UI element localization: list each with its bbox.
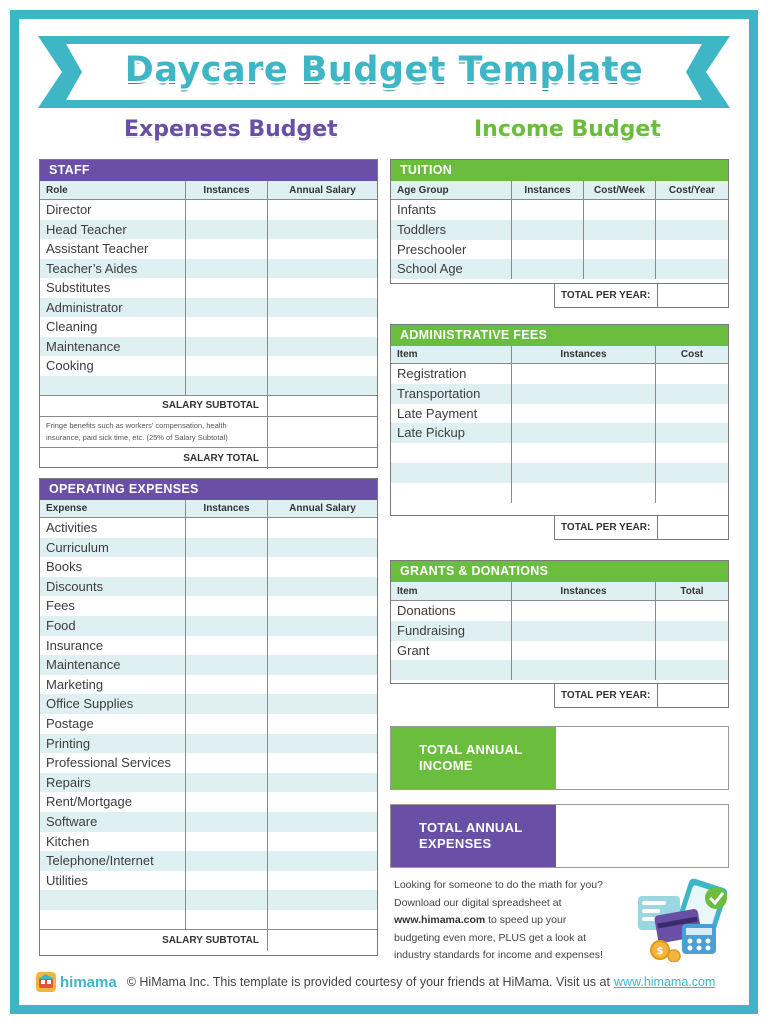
table-row: [391, 621, 728, 641]
tuition-rows: [391, 200, 728, 279]
col-cost-year: Cost/Year: [668, 185, 716, 196]
table-row: [40, 734, 377, 754]
row-label: Cooking: [40, 356, 186, 376]
expenses-label-line2: EXPENSES: [419, 836, 492, 851]
table-row: [40, 636, 377, 656]
grants-total-row: [554, 684, 729, 708]
input-cell[interactable]: [186, 636, 268, 656]
col-annual-salary: Annual Salary: [289, 185, 356, 196]
input-cell[interactable]: [186, 812, 268, 832]
grants-rows: [391, 601, 728, 680]
income-label-line2: INCOME: [419, 758, 473, 773]
promo-line4: budgeting even more, PLUS get a look at: [394, 931, 587, 944]
operating-expenses-table: [39, 478, 378, 956]
input-cell[interactable]: [512, 641, 656, 661]
input-cell[interactable]: [268, 812, 377, 832]
input-cell[interactable]: [186, 655, 268, 675]
input-cell[interactable]: [186, 694, 268, 714]
input-cell[interactable]: [656, 404, 728, 424]
col-instances: Instances: [512, 181, 584, 199]
col-age-group: Age Group: [391, 181, 512, 199]
table-row: [40, 518, 377, 538]
row-label: Software: [40, 812, 186, 832]
himama-logo-icon: [36, 972, 56, 992]
col-instances: Instances: [512, 346, 656, 363]
input-cell[interactable]: [268, 538, 377, 558]
table-row: [40, 259, 377, 279]
salary-subtotal-label: SALARY SUBTOTAL: [40, 396, 268, 416]
input-cell[interactable]: [512, 621, 656, 641]
col-annual-salary: Annual Salary: [289, 503, 356, 514]
table-row: [40, 200, 377, 220]
table-row: [391, 384, 728, 404]
table-row: [40, 538, 377, 558]
input-cell[interactable]: [186, 337, 268, 357]
input-cell[interactable]: [186, 910, 268, 930]
input-cell[interactable]: [186, 792, 268, 812]
table-row: [40, 376, 377, 396]
row-label: [40, 376, 186, 396]
table-row: [40, 557, 377, 577]
input-cell[interactable]: [656, 463, 728, 483]
total-annual-expenses-value[interactable]: [556, 805, 728, 867]
input-cell[interactable]: [268, 518, 377, 538]
grants-total-label: TOTAL PER YEAR:: [555, 684, 658, 707]
table-row: [40, 278, 377, 298]
input-cell[interactable]: [268, 557, 377, 577]
input-cell[interactable]: [186, 278, 268, 298]
input-cell[interactable]: [268, 278, 377, 298]
row-label: Infants: [391, 200, 512, 220]
footer-text: © HiMama Inc. This template is provided courtesy of your friends at HiMama. Visit us at: [126, 975, 610, 989]
table-row: [40, 773, 377, 793]
row-label: Fees: [40, 596, 186, 616]
input-cell[interactable]: [268, 890, 377, 910]
table-row: [391, 423, 728, 443]
input-cell[interactable]: [186, 538, 268, 558]
input-cell[interactable]: [186, 220, 268, 240]
col-cost: Cost: [680, 349, 704, 360]
row-label: Teacher’s Aides: [40, 259, 186, 279]
footer-link[interactable]: www.himama.com: [613, 975, 716, 989]
input-cell[interactable]: [186, 714, 268, 734]
operating-header: OPERATING EXPENSES: [40, 479, 377, 500]
table-row: [391, 220, 728, 240]
row-label: Grant: [391, 641, 512, 661]
input-cell[interactable]: [268, 317, 377, 337]
input-cell[interactable]: [656, 259, 728, 279]
operating-rows: [40, 518, 377, 929]
input-cell[interactable]: [268, 851, 377, 871]
table-row: [391, 443, 728, 463]
input-cell[interactable]: [512, 483, 656, 503]
row-label: Printing: [40, 734, 186, 754]
table-row: [40, 694, 377, 714]
input-cell[interactable]: [512, 404, 656, 424]
input-cell[interactable]: [584, 220, 656, 240]
table-row: [391, 259, 728, 279]
col-expense: Expense: [40, 500, 186, 517]
input-cell[interactable]: [512, 364, 656, 384]
table-row: [40, 596, 377, 616]
input-cell[interactable]: [656, 601, 728, 621]
salary-subtotal-row: [40, 395, 377, 416]
income-label-line1: TOTAL ANNUAL: [419, 742, 523, 757]
input-cell[interactable]: [186, 356, 268, 376]
tuition-table: [390, 159, 729, 284]
row-label: Food: [40, 616, 186, 636]
expenses-label-line1: TOTAL ANNUAL: [419, 820, 523, 835]
row-label: Maintenance: [40, 337, 186, 357]
col-instances: Instances: [512, 582, 656, 600]
admin-column-headers: [391, 346, 728, 364]
input-cell[interactable]: [268, 655, 377, 675]
operating-column-headers: [40, 500, 377, 518]
input-cell[interactable]: [656, 423, 728, 443]
table-row: [40, 577, 377, 597]
input-cell[interactable]: [186, 259, 268, 279]
input-cell[interactable]: [268, 694, 377, 714]
input-cell[interactable]: [268, 714, 377, 734]
row-label: Toddlers: [391, 220, 512, 240]
input-cell[interactable]: [186, 577, 268, 597]
table-row: [391, 601, 728, 621]
input-cell[interactable]: [268, 792, 377, 812]
input-cell[interactable]: [186, 596, 268, 616]
input-cell[interactable]: [186, 298, 268, 318]
row-label: Administrator: [40, 298, 186, 318]
himama-logo-text: himama: [60, 973, 117, 991]
table-row: [391, 641, 728, 661]
input-cell[interactable]: [512, 220, 584, 240]
table-row: [40, 616, 377, 636]
input-cell[interactable]: [268, 220, 377, 240]
row-label: Books: [40, 557, 186, 577]
admin-fees-table: [390, 324, 729, 516]
input-cell[interactable]: [268, 337, 377, 357]
input-cell[interactable]: [186, 851, 268, 871]
tuition-total-value[interactable]: [658, 284, 728, 307]
input-cell[interactable]: [268, 239, 377, 259]
input-cell[interactable]: [268, 636, 377, 656]
table-row: [40, 890, 377, 910]
total-annual-income-label: [391, 727, 556, 789]
admin-fees-header: ADMINISTRATIVE FEES: [391, 325, 728, 346]
grants-total-value[interactable]: [658, 684, 728, 707]
admin-total-value[interactable]: [658, 516, 728, 539]
row-label: [391, 463, 512, 483]
input-cell[interactable]: [268, 871, 377, 891]
row-label: Head Teacher: [40, 220, 186, 240]
table-row: [391, 483, 728, 503]
input-cell[interactable]: [512, 259, 584, 279]
input-cell[interactable]: [268, 753, 377, 773]
input-cell[interactable]: [656, 384, 728, 404]
row-label: Assistant Teacher: [40, 239, 186, 259]
col-item: Item: [391, 346, 512, 363]
promo-url[interactable]: www.himama.com: [394, 914, 486, 926]
row-label: Telephone/Internet: [40, 851, 186, 871]
input-cell[interactable]: [268, 596, 377, 616]
row-label: Discounts: [40, 577, 186, 597]
salary-subtotal-value[interactable]: [268, 396, 377, 416]
input-cell[interactable]: [186, 871, 268, 891]
row-label: School Age: [391, 259, 512, 279]
input-cell[interactable]: [268, 200, 377, 220]
table-row: [40, 792, 377, 812]
table-row: [391, 463, 728, 483]
input-cell[interactable]: [268, 832, 377, 852]
input-cell[interactable]: [656, 660, 728, 680]
table-row: [40, 239, 377, 259]
row-label: Transportation: [391, 384, 512, 404]
table-row: [40, 298, 377, 318]
table-row: [391, 404, 728, 424]
promo-line5: industry standards for income and expenses!: [394, 949, 603, 961]
table-row: [40, 812, 377, 832]
row-label: Rent/Mortgage: [40, 792, 186, 812]
input-cell[interactable]: [656, 443, 728, 463]
input-cell[interactable]: [268, 356, 377, 376]
total-annual-expenses-label: [391, 805, 556, 867]
col-total: Total: [680, 586, 704, 597]
table-row: [40, 851, 377, 871]
table-row: [40, 753, 377, 773]
promo-text: [394, 877, 630, 965]
input-cell[interactable]: [512, 443, 656, 463]
tuition-column-headers: [391, 181, 728, 200]
row-label: Registration: [391, 364, 512, 384]
input-cell[interactable]: [186, 616, 268, 636]
row-label: Fundraising: [391, 621, 512, 641]
input-cell[interactable]: [186, 239, 268, 259]
tuition-total-row: [554, 284, 729, 308]
input-cell[interactable]: [186, 317, 268, 337]
fringe-row: [40, 416, 377, 447]
promo-line3: to speed up your: [485, 914, 567, 926]
total-annual-income-value[interactable]: [556, 727, 728, 789]
input-cell[interactable]: [656, 621, 728, 641]
admin-rows: [391, 364, 728, 503]
col-instances: Instances: [186, 181, 268, 199]
col-item: Item: [391, 582, 512, 600]
row-label: Late Payment: [391, 404, 512, 424]
row-label: Office Supplies: [40, 694, 186, 714]
input-cell[interactable]: [512, 660, 656, 680]
grants-table: [390, 560, 729, 684]
row-label: Professional Services: [40, 753, 186, 773]
table-row: [40, 356, 377, 376]
staff-rows: [40, 200, 377, 395]
row-label: [391, 660, 512, 680]
total-annual-income-box: [390, 726, 729, 790]
row-label: Donations: [391, 601, 512, 621]
input-cell[interactable]: [512, 601, 656, 621]
input-cell[interactable]: [186, 753, 268, 773]
staff-column-headers: [40, 181, 377, 200]
input-cell[interactable]: [268, 577, 377, 597]
row-label: Director: [40, 200, 186, 220]
input-cell[interactable]: [186, 200, 268, 220]
input-cell[interactable]: [268, 298, 377, 318]
table-row: [391, 200, 728, 220]
row-label: Repairs: [40, 773, 186, 793]
row-label: Late Pickup: [391, 423, 512, 443]
expenses-budget-title: Expenses Budget: [124, 117, 338, 142]
input-cell[interactable]: [268, 259, 377, 279]
input-cell[interactable]: [512, 200, 584, 220]
col-cost-week: Cost/Week: [584, 181, 656, 199]
promo-line1: Looking for someone to do the math for you?: [394, 879, 603, 891]
input-cell[interactable]: [186, 890, 268, 910]
row-label: Preschooler: [391, 240, 512, 260]
page-title: Daycare Budget Template: [124, 50, 644, 90]
operating-subtotal-label: SALARY SUBTOTAL: [40, 930, 268, 951]
input-cell[interactable]: [186, 734, 268, 754]
footer: [36, 970, 736, 994]
fringe-note: Fringe benefits such as workers' compensation, health insurance, paid sick time, etc. (25% of Salary Subtotal): [40, 417, 268, 447]
input-cell[interactable]: [186, 518, 268, 538]
input-cell[interactable]: [512, 240, 584, 260]
row-label: [391, 483, 512, 503]
income-budget-title: Income Budget: [474, 117, 661, 142]
promo-line2: Download our digital spreadsheet at: [394, 896, 562, 909]
table-row: [40, 655, 377, 675]
salary-total-label: SALARY TOTAL: [40, 448, 268, 469]
input-cell[interactable]: [186, 832, 268, 852]
row-label: [391, 443, 512, 463]
table-row: [40, 714, 377, 734]
admin-total-label: TOTAL PER YEAR:: [555, 516, 658, 539]
input-cell[interactable]: [584, 200, 656, 220]
operating-subtotal-row: [40, 929, 377, 951]
input-cell[interactable]: [656, 483, 728, 503]
input-cell[interactable]: [268, 675, 377, 695]
input-cell[interactable]: [186, 773, 268, 793]
row-label: Activities: [40, 518, 186, 538]
admin-total-row: [554, 516, 729, 540]
staff-table: [39, 159, 378, 468]
input-cell[interactable]: [656, 641, 728, 661]
input-cell[interactable]: [656, 200, 728, 220]
row-label: Maintenance: [40, 655, 186, 675]
col-instances: Instances: [186, 500, 268, 517]
row-label: Substitutes: [40, 278, 186, 298]
table-row: [40, 910, 377, 930]
operating-subtotal-value[interactable]: [268, 930, 377, 951]
row-label: Curriculum: [40, 538, 186, 558]
table-row: [391, 364, 728, 384]
row-label: Utilities: [40, 871, 186, 891]
table-row: [40, 832, 377, 852]
input-cell[interactable]: [512, 463, 656, 483]
row-label: [40, 890, 186, 910]
input-cell[interactable]: [512, 384, 656, 404]
tuition-header: TUITION: [391, 160, 728, 181]
row-label: Kitchen: [40, 832, 186, 852]
table-row: [391, 660, 728, 680]
table-row: [391, 240, 728, 260]
total-annual-expenses-box: [390, 804, 729, 868]
input-cell[interactable]: [186, 557, 268, 577]
budget-illustration: [636, 878, 734, 962]
row-label: [40, 910, 186, 930]
input-cell[interactable]: [186, 376, 268, 396]
row-label: Cleaning: [40, 317, 186, 337]
input-cell[interactable]: [656, 364, 728, 384]
fringe-value[interactable]: [268, 417, 377, 447]
input-cell[interactable]: [186, 675, 268, 695]
input-cell[interactable]: [656, 220, 728, 240]
staff-header: STAFF: [40, 160, 377, 181]
input-cell[interactable]: [268, 910, 377, 930]
table-row: [40, 337, 377, 357]
table-row: [40, 220, 377, 240]
input-cell[interactable]: [268, 376, 377, 396]
input-cell[interactable]: [584, 240, 656, 260]
row-label: Insurance: [40, 636, 186, 656]
salary-total-row: [40, 447, 377, 469]
svg-text:$: $: [656, 946, 664, 957]
table-row: [40, 675, 377, 695]
input-cell[interactable]: [268, 773, 377, 793]
row-label: Postage: [40, 714, 186, 734]
input-cell[interactable]: [656, 240, 728, 260]
grants-header: GRANTS & DONATIONS: [391, 561, 728, 582]
input-cell[interactable]: [268, 734, 377, 754]
input-cell[interactable]: [584, 259, 656, 279]
title-banner: [38, 36, 730, 108]
grants-column-headers: [391, 582, 728, 601]
tuition-total-label: TOTAL PER YEAR:: [555, 284, 658, 307]
table-row: [40, 317, 377, 337]
table-row: [40, 871, 377, 891]
row-label: Marketing: [40, 675, 186, 695]
col-role: Role: [40, 181, 186, 199]
salary-total-value[interactable]: [268, 448, 377, 469]
input-cell[interactable]: [268, 616, 377, 636]
input-cell[interactable]: [512, 423, 656, 443]
